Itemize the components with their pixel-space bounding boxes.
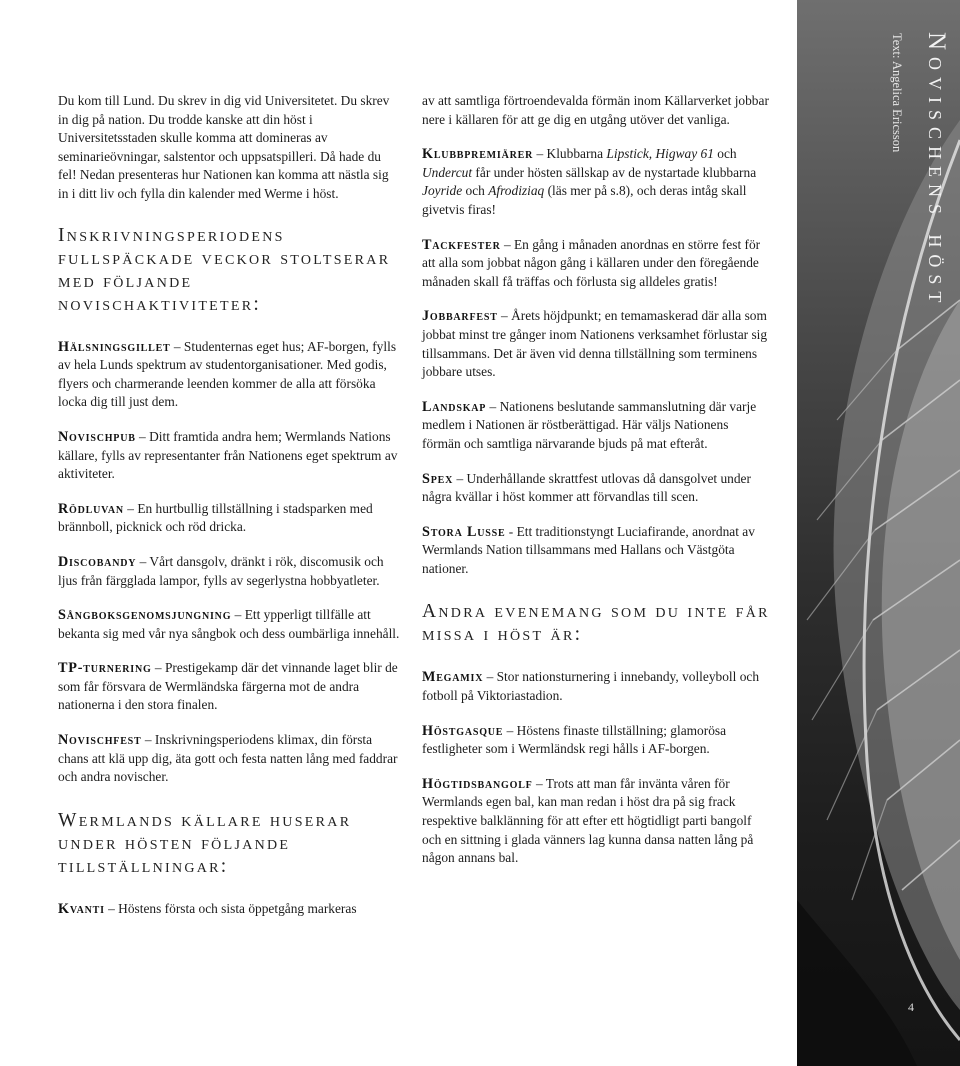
event-text: – Prestigekamp där det vinnande laget blir de som får försvara de Wermländska färgerna mot de andra nationerna i den stora finalen.: [58, 660, 398, 713]
event-item: [58, 659, 400, 715]
section-title-vertical: Novischens höst: [923, 32, 950, 310]
heading-novischaktiviteter: Inskrivningsperiodens fullspäckade veckor stoltserar med följande novischaktiviteter:: [58, 224, 391, 315]
event-item: [422, 470, 770, 507]
event-text: – Vårt dansgolv, dränkt i rök, discomusik och ljus från färgglada lampor, fylls av segerlystna hobbyatleter.: [58, 553, 384, 588]
event-item: [58, 900, 400, 919]
event-item: [58, 338, 400, 412]
event-title: Klubbpremiärer: [422, 146, 534, 163]
event-item: [58, 500, 400, 537]
event-title: Novischpub: [58, 428, 136, 445]
event-text: – Höstens finaste tillställning; glamorösa festligheter som i Wermländsk regi hålls i AF-borgen.: [422, 722, 727, 757]
event-item: [422, 775, 770, 868]
event-text: - Ett traditionstyngt Luciafirande, anordnat av Wermlands Nation tillsammans med Hallans och Västgöta nationer.: [422, 523, 755, 576]
right-column: [422, 92, 770, 884]
event-text: – Underhållande skrattfest utlovas då dansgolvet under några kvällar i höst kommer att förvandlas till scen.: [422, 470, 751, 505]
event-title: Kvanti: [58, 900, 105, 917]
heading-andra-evenemang: Andra evenemang som du inte får missa i höst är:: [422, 601, 770, 646]
club-name: Undercut: [422, 164, 473, 180]
event-text: och: [713, 146, 737, 162]
event-item: [58, 428, 400, 484]
intro-paragraph: Du kom till Lund. Du skrev in dig vid Universitetet. Du skrev in dig på nation. Du trodde kanske att din höst i Universitetsstaden skulle komma att domineras av seminarieövningar, salstentor och uppsatspilleri. Då hade du fel! Nedan presenteras hur Nationen kan komma att nästla sig in i ditt liv och fylla din kalender med Werme i höst.: [58, 93, 390, 201]
event-text: – Inskrivningsperiodens klimax, din första chans att klä upp dig, äta gott och festa natten lång med faddrar och andra novischer.: [58, 732, 398, 785]
event-item: [422, 236, 770, 292]
event-title: Megamix: [422, 669, 484, 686]
leaf-photo: [797, 0, 960, 1066]
event-item: [422, 668, 770, 705]
event-text: och: [462, 183, 489, 199]
club-name: Afrodiziaq: [488, 183, 545, 199]
event-text: får under hösten sällskap av de nystartade klubbarna: [472, 164, 757, 180]
event-title: TP-turnering: [58, 660, 152, 677]
event-text: – Höstens första och sista öppetgång markeras: [104, 900, 357, 916]
event-text: – Ett ypperligt tillfälle att bekanta sig med vår nya sångbok och dess oumbärliga innehåll.: [58, 607, 400, 641]
event-text: – Studenternas eget hus; AF-borgen, fylls av hela Lunds spektrum av studentorganisationer. Med godis, flyers och charmerande leenden kommer de alla att försöka locka dig till just dem.: [58, 338, 397, 410]
event-title: Hälsningsgillet: [58, 338, 171, 355]
event-title: Tackfester: [422, 236, 501, 253]
event-text: – Klubbarna: [533, 146, 607, 162]
event-title: Stora Lusse: [422, 523, 506, 540]
event-title: Jobbarfest: [422, 308, 498, 325]
event-text: – Ditt framtida andra hem; Wermlands Nations källare, fylls av representanter från Nationens eget spektrum av aktiviteter.: [58, 428, 398, 482]
kvanti-continuation: av att samtliga förtroendevalda förmän inom Källarverket jobbar nere i källaren för att ge dig en utgång utöver det vanliga.: [422, 93, 769, 127]
event-item: [422, 145, 770, 219]
page-number: 4: [908, 1000, 914, 1014]
event-title: Spex: [422, 470, 454, 487]
event-text: – Trots att man får invänta våren för Wermlands egen bal, kan man redan i höst dra på sig frack respektive balklänning för att efter ett högtidligt parti bangolf och en sittning i glada vänners lag kunna dansa natten lång på någon annans bal.: [422, 775, 754, 866]
event-item: [58, 606, 400, 643]
event-text: – Nationens beslutande sammanslutning där varje medlem i Nationen är röstberättigad. Här väljs Nationens förmän och samtliga närvarande bjuds på mat efteråt.: [422, 398, 757, 451]
author-credit: Text: Angelica Ericsson: [890, 33, 904, 153]
event-item: [58, 731, 400, 787]
event-item: [422, 523, 770, 579]
club-name: Joyride: [422, 183, 463, 199]
club-name: Lipstick, Higway 61: [606, 146, 714, 162]
event-title: Novischfest: [58, 732, 142, 749]
event-title: Discobandy: [58, 553, 137, 570]
event-title: Höstgasque: [422, 722, 504, 739]
event-item: [422, 398, 770, 454]
event-text: – En gång i månaden anordnas en större fest för att alla som jobbat någon gång i källaren under den föregående månaden skall få träffas och förlusta sig alldeles gratis!: [422, 236, 761, 289]
heading-tillstallningar: Wermlands källare huserar under hösten följande tillställningar:: [58, 809, 352, 877]
event-text: – En hurtbullig tillställning i stadsparken med brännboll, picknick och röd dricka.: [58, 500, 373, 535]
event-item: [422, 307, 770, 381]
event-title: Rödluvan: [58, 500, 124, 517]
event-title: Sångboksgenomsjungning: [58, 607, 232, 624]
event-text: – Stor nationsturnering i innebandy, volleyboll och fotboll på Viktoriastadion.: [422, 669, 760, 704]
event-text: (läs mer på s.8), och deras intåg skall givetvis firas!: [422, 183, 747, 217]
event-title: Landskap: [422, 398, 487, 415]
event-item: [422, 722, 770, 759]
event-title: Högtidsbangolf: [422, 775, 533, 792]
left-column: [58, 92, 400, 934]
event-text: – Årets höjdpunkt; en temamaskerad där alla som jobbat minst tre gånger inom Nationens verksamhet förlustar sig tillsammans. Det är även vid denna tillställning som terminens jobbare utses.: [422, 308, 768, 380]
event-item: [58, 553, 400, 590]
